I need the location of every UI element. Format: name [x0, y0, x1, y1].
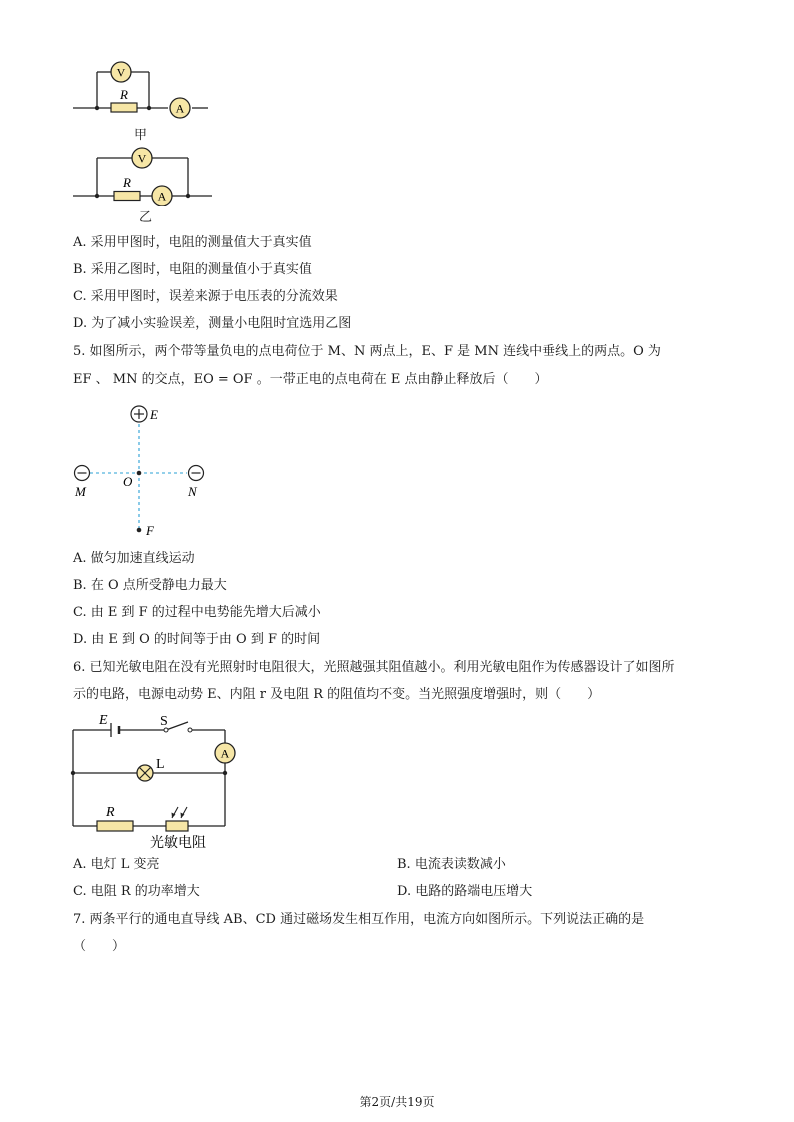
q4-option-a: A. 采用甲图时，电阻的测量值大于真实值 [73, 235, 312, 250]
q4-option-b: B. 采用乙图时，电阻的测量值小于真实值 [73, 262, 312, 277]
q6-option-d: D. 电路的路端电压增大 [397, 884, 533, 899]
q5-stem-line2: EF 、 MN 的交点，EO = OF 。一带正电的点电荷在 E 点由静止释放后（ ） [73, 372, 548, 387]
ammeter-label: A [157, 189, 167, 204]
figure-caption-yi: 乙 [139, 210, 153, 225]
charge-diagram [68, 400, 218, 545]
point-o-label: O [123, 474, 133, 489]
q6-option-c: C. 电阻 R 的功率增大 [73, 884, 200, 899]
point-n-label: N [188, 484, 197, 499]
figure-caption-jia: 甲 [134, 128, 148, 143]
point-f-label: F [146, 523, 154, 538]
lamp-l-label: L [156, 757, 165, 772]
q6-stem-line2: 示的电路，电源电动势 E、内阻 r 及电阻 R 的阻值均不变。当光照强度增强时，则（ ） [73, 687, 601, 702]
ammeter-label: A [220, 746, 230, 761]
point-e-label: E [150, 407, 158, 422]
voltmeter-label: V [116, 65, 126, 80]
q7-stem-line2: （ ） [73, 939, 126, 954]
q5-option-d: D. 由 E 到 O 的时间等于由 O 到 F 的时间 [73, 632, 321, 647]
q6-stem-line1: 6. 已知光敏电阻在没有光照射时电阻很大，光照越强其阻值越小。利用光敏电阻作为传感器设计了如图所 [73, 660, 675, 675]
q6-option-a: A. 电灯 L 变亮 [73, 857, 160, 872]
resistor-label: R [120, 87, 128, 102]
resistor-r-label: R [106, 805, 115, 820]
point-m-label: M [75, 484, 86, 499]
q5-stem-line1: 5. 如图所示，两个带等量负电的点电荷位于 M、N 两点上，E、F 是 MN 连线中垂线上的两点。O 为 [73, 344, 661, 359]
circuit-figure-yi [70, 144, 215, 206]
q4-option-c: C. 采用甲图时，误差来源于电压表的分流效果 [73, 289, 338, 304]
battery-e-label: E [99, 713, 108, 728]
photoresistor-circuit [68, 710, 243, 850]
circuit-figure-jia [70, 58, 215, 123]
q5-option-c: C. 由 E 到 F 的过程中电势能先增大后减小 [73, 605, 321, 620]
q5-option-a: A. 做匀加速直线运动 [73, 551, 195, 566]
q4-option-d: D. 为了减小实验误差，测量小电阻时宜选用乙图 [73, 316, 352, 331]
page-number: 第2页/共19页 [359, 1095, 435, 1109]
q5-option-b: B. 在 O 点所受静电力最大 [73, 578, 227, 593]
q7-stem-line1: 7. 两条平行的通电直导线 AB、CD 通过磁场发生相互作用，电流方向如图所示。下列说法正确的是 [73, 912, 645, 927]
resistor-label: R [123, 175, 131, 190]
switch-s-label: S [160, 714, 168, 729]
ammeter-label: A [175, 101, 185, 116]
photoresistor-label: 光敏电阻 [150, 836, 206, 850]
voltmeter-label: V [137, 151, 147, 166]
q6-option-b: B. 电流表读数减小 [397, 857, 506, 872]
